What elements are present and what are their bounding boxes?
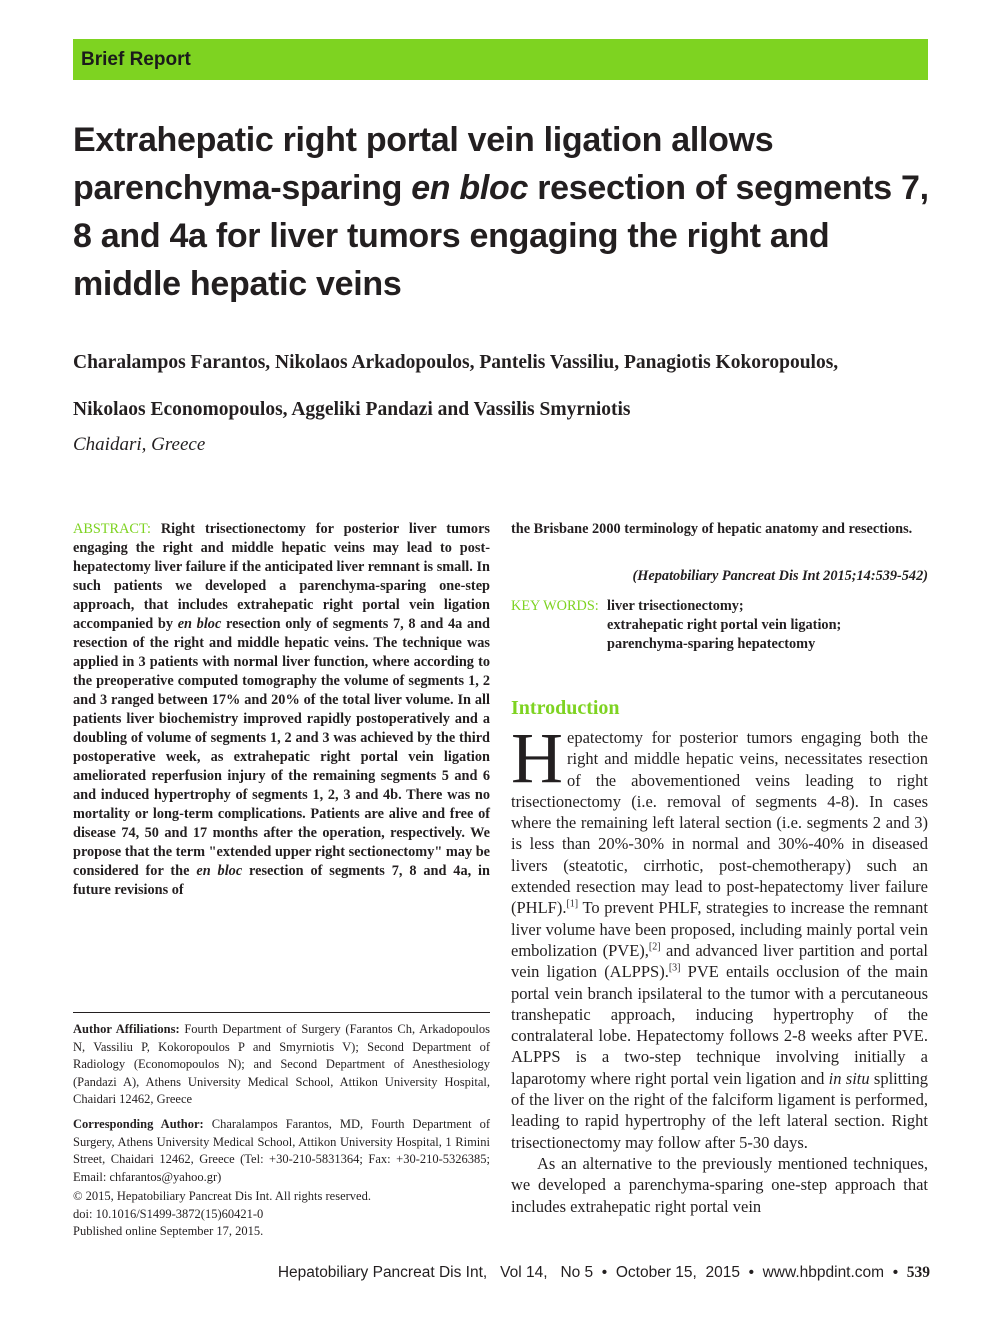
reference-link[interactable]: [1]: [566, 898, 579, 910]
affiliation-place: Chaidari, Greece: [73, 434, 206, 455]
title-text-end: resection of segments 7, 8 and 4a for liver tumors engaging the right and middle hepatic veins: [73, 169, 929, 303]
title-text: Extrahepatic right portal vein ligation allows parenchyma-sparing: [73, 121, 774, 207]
footer-issue: No 5: [560, 1264, 594, 1281]
drop-cap: H: [511, 718, 563, 798]
introduction-body: [511, 718, 928, 1217]
intro-text: epatectomy for posterior tumors engaging both the right and middle hepatic veins, necessitates resection of the abovementioned veins leading to right trisectionectomy (i.e. removal of segments 4-8). In cases where the remaining left lateral section (i.e. segments 2 and 3) is less than 20%-30% in normal and 30%-40% in diseased livers (steatotic, cirrhotic, post-chemotherapy) such an extended resection may lead to post-hepatectomy liver failure (PHLF).: [511, 728, 928, 918]
citation: (Hepatobiliary Pancreat Dis Int 2015;14:539-542): [632, 568, 928, 584]
author-affiliations: [73, 1021, 490, 1109]
intro-text: splitting of the liver on the right of the falciform ligament is performed, leading to rapid hypertrophy of the left lateral section. Right trisectionectomy may follow after 5-30 days.: [511, 1068, 928, 1152]
published-line: Published online September 17, 2015.: [73, 1224, 264, 1239]
author-list: [73, 339, 953, 433]
title-italic: en bloc: [411, 169, 529, 207]
abstract-text: resection only of segments 7, 8 and 4a and resection of the right and middle hepatic veins. The technique was applied in 3 patients with normal liver function, where according to the preoperative computed tomography the volume of segments 1, 2 and 3 ranged between 17% and 20% of the total liver volume. In all patients liver biochemistry improved rapidly postoperatively and a doubling of volume of segments 1, 2 and 3 was achieved by the third postoperative week, as extrahepatic right portal vein ligation ameliorated reperfusion injury of the remaining segments 5 and 6 and induced hypertrophy of segments 1, 2, 3 and 4b. There was no mortality or long-term complications. Patients are alive and free of disease 74, 50 and 17 months after the operation, respectively. We propose that the term "extended upper right sectionectomy" may be considered for the: [73, 616, 490, 879]
authors-line-1: Charalampos Farantos, Nikolaos Arkadopoulos, Pantelis Vassiliu, Panagiotis Kokoropoulos,: [73, 352, 839, 373]
page-number: 539: [906, 1264, 930, 1281]
affiliations-text: Fourth Department of Surgery (Farantos Ch, Arkadopoulos N, Vassiliu P, Kokoropoulos P and Smyrniotis V); Second Department of Radiology (Economopoulos N); and Second Department of Anesthesiology (Pandazi A), Athens University Medical School, Attikon University Hospital, Chaidari 12462, Greece: [73, 1022, 490, 1107]
doi-line: doi: 10.1016/S1499-3872(15)60421-0: [73, 1206, 264, 1221]
keyword: liver trisectionectomy;: [607, 598, 744, 614]
section-label: Brief Report: [81, 49, 191, 70]
footer-journal: Hepatobiliary Pancreat Dis Int,: [277, 1264, 488, 1281]
intro-text: PVE entails occlusion of the main portal vein branch ipsilateral to the tumor with a percutaneous transhepatic approach, inducing hypertrophy of the contralateral lobe. Hepatectomy follows 2-8 weeks after PVE. ALPPS is a two-step technique involving initially a laparotomy where right portal vein ligation and: [511, 962, 928, 1088]
authors-line-2: Nikolaos Economopoulos, Aggeliki Pandazi and Vassilis Smyrniotis: [73, 399, 631, 420]
copyright-block: [73, 1188, 490, 1241]
keywords-label: KEY WORDS:: [511, 598, 599, 614]
section-banner: [73, 39, 928, 80]
corresponding-author: [73, 1116, 490, 1186]
keywords-list: [607, 597, 841, 654]
footer-website[interactable]: www.hbpdint.com: [762, 1264, 885, 1281]
abstract-italic: en bloc: [177, 616, 222, 632]
reference-link[interactable]: [2]: [648, 941, 661, 953]
footnote-divider: [73, 1012, 490, 1013]
article-title: [73, 116, 943, 308]
keyword: parenchyma-sparing hepatectomy: [607, 636, 816, 652]
intro-paragraph-1: [511, 718, 928, 1153]
copyright-line: © 2015, Hepatobiliary Pancreat Dis Int. All rights reserved.: [73, 1189, 371, 1203]
abstract-text: resection of segments 7, 8 and 4a, in future revisions of: [73, 863, 490, 898]
keyword: extrahepatic right portal vein ligation;: [607, 617, 842, 633]
introduction-heading: Introduction: [511, 697, 620, 719]
intro-italic: in situ: [828, 1068, 870, 1088]
abstract-text: Right trisectionectomy for posterior liver tumors engaging the right and middle hepatic veins may lead to post-hepatectomy liver failure if the anticipated liver remnant is small. In such patients we developed a parenchyma-sparing one-step approach, that includes extrahepatic right portal vein ligation accompanied by: [73, 521, 490, 632]
intro-paragraph-2: As an alternative to the previously mentioned techniques, we developed a parenchyma-sparing one-step approach that includes extrahepatic right portal vein: [511, 1153, 928, 1216]
page-footer: Hepatobiliary Pancreat Dis Int, Vol 14, No 5 • October 15, 2015 • www.hbpdint.com • 539: [277, 1264, 930, 1281]
intro-text: and advanced liver partition and portal vein ligation (ALPPS).: [511, 940, 928, 982]
footer-volume: Vol 14,: [500, 1264, 548, 1281]
footer-date: October 15,: [615, 1264, 697, 1281]
affiliations-label: Author Affiliations:: [73, 1022, 180, 1036]
keywords: [511, 597, 928, 652]
abstract-label: ABSTRACT:: [73, 521, 151, 537]
footer-year: 2015: [705, 1264, 740, 1281]
abstract: [73, 520, 490, 900]
corresponding-label: Corresponding Author:: [73, 1116, 204, 1131]
reference-link[interactable]: [3]: [668, 962, 681, 974]
abstract-continuation: the Brisbane 2000 terminology of hepatic anatomy and resections.: [511, 521, 913, 537]
abstract-italic: en bloc: [196, 863, 243, 879]
corresponding-text: Charalampos Farantos, MD, Fourth Department of Surgery, Athens University Medical School, Attikon University Hospital, 1 Rimini Street, Chaidari 12462, Greece (Tel: +30-210-5831364; Fax: +30-210-5326385; Email: chfarantos@yahoo.gr): [73, 1116, 490, 1184]
intro-text: To prevent PHLF, strategies to increase the remnant liver volume have been proposed, including mainly portal vein embolization (PVE),: [511, 898, 928, 960]
author-notes: [73, 1021, 490, 1193]
